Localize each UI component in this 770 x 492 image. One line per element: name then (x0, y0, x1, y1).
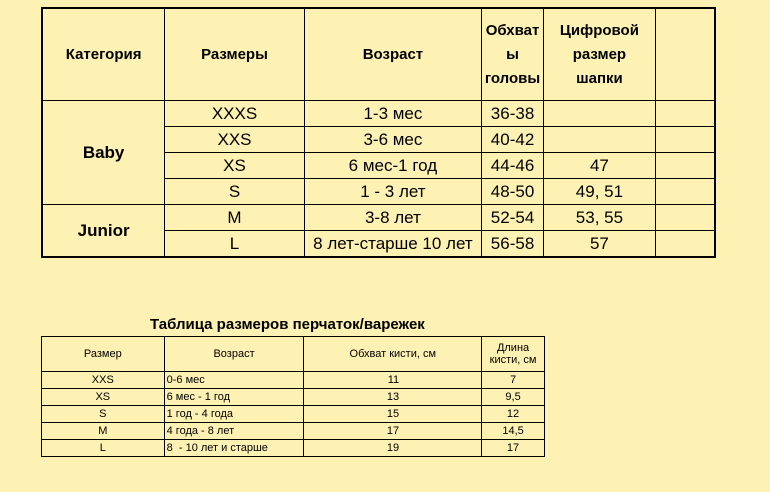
size-cell: L (42, 440, 165, 457)
age-cell: 1 - 3 лет (304, 179, 481, 205)
size-cell: XS (42, 389, 165, 406)
size-cell: XXS (42, 372, 165, 389)
wrist-cell: 11 (304, 372, 482, 389)
extra-cell (655, 101, 715, 127)
table-row (42, 205, 715, 231)
length-cell: 12 (482, 406, 545, 423)
wrist-cell: 17 (304, 423, 482, 440)
header-extra (655, 8, 715, 101)
age-cell: 3-6 мес (304, 127, 481, 153)
header-wrist: Обхват кисти, см (304, 337, 482, 372)
size-cell: XXS (165, 127, 305, 153)
age-cell: 8 лет-старше 10 лет (304, 231, 481, 258)
table-row (42, 406, 545, 423)
header-age: Возраст (304, 8, 481, 101)
age-cell: 8 - 10 лет и старше (164, 440, 304, 457)
age-cell: 1 год - 4 года (164, 406, 304, 423)
header-length-line-1: Длина (496, 342, 530, 354)
age-cell: 4 года - 8 лет (164, 423, 304, 440)
table-row (42, 423, 545, 440)
header-age: Возраст (164, 337, 304, 372)
hat-table-header-row (42, 8, 715, 101)
header-length (482, 337, 545, 372)
size-cell: XS (165, 153, 305, 179)
head-cell: 36-38 (482, 101, 544, 127)
head-cell: 48-50 (482, 179, 544, 205)
age-cell: 3-8 лет (304, 205, 481, 231)
category-baby: Baby (42, 101, 165, 205)
size-cell: XXXS (165, 101, 305, 127)
header-sizes: Размеры (165, 8, 305, 101)
header-category: Категория (42, 8, 165, 101)
digital-cell (544, 101, 656, 127)
digital-cell: 57 (544, 231, 656, 258)
age-cell: 0-6 мес (164, 372, 304, 389)
wrist-cell: 13 (304, 389, 482, 406)
size-cell: M (165, 205, 305, 231)
extra-cell (655, 153, 715, 179)
header-head-circumference (482, 8, 544, 101)
size-cell: L (165, 231, 305, 258)
glove-table-header-row (42, 337, 545, 372)
glove-size-table (41, 336, 545, 457)
table-row (42, 389, 545, 406)
wrist-cell: 19 (304, 440, 482, 457)
digital-cell: 49, 51 (544, 179, 656, 205)
digital-cell: 47 (544, 153, 656, 179)
age-cell: 6 мес - 1 год (164, 389, 304, 406)
length-cell: 17 (482, 440, 545, 457)
digital-cell: 53, 55 (544, 205, 656, 231)
extra-cell (655, 231, 715, 258)
head-cell: 56-58 (482, 231, 544, 258)
header-digital-line-1: Цифровой (559, 21, 639, 39)
length-cell: 9,5 (482, 389, 545, 406)
head-cell: 40-42 (482, 127, 544, 153)
length-cell: 7 (482, 372, 545, 389)
table-row (42, 101, 715, 127)
header-head-line-1: Обхват (485, 21, 540, 39)
category-junior: Junior (42, 205, 165, 258)
extra-cell (655, 179, 715, 205)
digital-cell (544, 127, 656, 153)
size-cell: S (42, 406, 165, 423)
table-row (42, 372, 545, 389)
head-cell: 44-46 (482, 153, 544, 179)
header-head-line-3: головы (484, 69, 541, 87)
wrist-cell: 15 (304, 406, 482, 423)
glove-table-title: Таблица размеров перчаток/варежек (150, 316, 425, 333)
age-cell: 6 мес-1 год (304, 153, 481, 179)
length-cell: 14,5 (482, 423, 545, 440)
size-cell: S (165, 179, 305, 205)
header-size: Размер (42, 337, 165, 372)
header-digital-line-3: шапки (576, 69, 623, 87)
hat-size-table (41, 7, 716, 258)
age-cell: 1-3 мес (304, 101, 481, 127)
header-length-line-2: кисти, см (489, 354, 537, 366)
size-cell: M (42, 423, 165, 440)
header-digital-size (544, 8, 656, 101)
head-cell: 52-54 (482, 205, 544, 231)
header-head-line-2: ы (506, 45, 519, 63)
header-digital-line-2: размер (572, 45, 627, 63)
table-row (42, 440, 545, 457)
extra-cell (655, 127, 715, 153)
extra-cell (655, 205, 715, 231)
